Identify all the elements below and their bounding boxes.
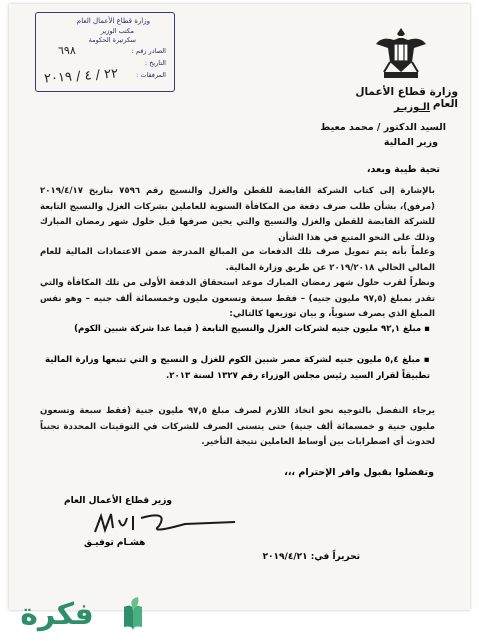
book-leaf-logo-icon: [118, 597, 148, 633]
stamp-outgoing-label: الصادر رقم :: [131, 47, 166, 55]
paragraph-funding: وعلماً بأنه يتم تمويل صرف تلك الدفعات من المبالغ المدرجة ضمن الاعتمادات المالية للعام المالي الحالي ٢٠١٩/٢٠١٨ عن طريق وزارة المالية.: [40, 247, 435, 273]
stamp-office: مكتب الوزير: [100, 27, 134, 35]
brand-text: فكرة: [20, 597, 94, 632]
stamp-handwritten-number: ٦٩٨: [58, 44, 76, 57]
greeting: تحية طيبة وبعد،: [366, 164, 440, 175]
minister-title: الـوزيـر: [393, 102, 430, 113]
signatory-name: هشـام توفيـق: [84, 538, 146, 548]
paragraph-request: يرجاء التفضل بالتوجيه نحو اتخاذ اللازم لصرف مبلغ ٩٧,٥ مليون جنية (فقط سبعة وتسعون مليون جنية و خمسمائة ألف جنية) حتى يتسنى الصرف للشركات في التوقيتات المحددة تجنباً لحدوث أي اضطرابات بين أوساط العاملين نتيجة التأخير.: [40, 406, 435, 447]
date-written: تحريراً في: ٢٠١٩/٤/٢١: [262, 552, 360, 562]
addressee-title: وزير المالية: [383, 137, 438, 148]
stamp-unit: سكرتيرة الحكومة: [88, 36, 136, 44]
addressee-name: السيد الدكتور / محمد معيط: [320, 122, 446, 133]
letter-page: [9, 4, 470, 610]
eagle-emblem-icon: [372, 22, 430, 84]
paragraph-amount: ونظراً لقرب حلول شهر رمضان المبارك موعد استحقاق الدفعة الأولى من تلك المكافأة والتي تقدر بمبلغ (٩٧,٥ مليون جنيه) – فقط سبعة وتسعون مليون وخمسمائة ألف جنيه – وهو نفس المبلغ الذي يصرف سنوياً، و بيان توزيعها كالتالي:: [40, 278, 436, 319]
stamp-handwritten-date: ٢٢ / ٤ / ٢٠١٩: [43, 66, 119, 87]
closing-line: وتفضلوا بقبول وافر الإحترام ،،،: [284, 467, 434, 478]
bullet-first: ▪ مبلغ ٩٢,١ مليون جنيه لشركات الغزل والنسيج التابعة ( فيما عدا شركة شبين الكوم): [74, 324, 430, 334]
stamp-attachments-label: المرفقات :: [136, 71, 166, 79]
brand-watermark: [2, 595, 152, 635]
stamp-org: وزارة قطاع الأعمال العام: [76, 17, 150, 25]
paragraph-reference: بالإشارة إلى كتاب الشركة القابضة للقطن والغزل والنسيج رقم ٧٥٩٦ بتاريخ ٢٠١٩/٤/١٧ (مرفق)، بشأن طلب صرف دفعة من المكافأة السنوية للعاملين بشركات الغزل والنسيج التابعة للشركة القابضة للقطن والغزل والنسيج والتي يحين صرفها قبل حلول شهر رمضان المبارك وذلك على النحو المتبع في هذا الشأن: [40, 186, 435, 243]
incoming-stamp: [35, 12, 175, 92]
bullet-second: ▪ مبلغ ٥,٤ مليون جنيه لشركة مصر شبين الكوم للغزل و النسيج و التي تتبعها وزارة المالية تطبيقاً لقرار السيد رئيس مجلس الوزراء رقم ١٣٢٧ لسنة ٢٠١٣.: [45, 355, 431, 381]
stamp-date-label: التاريخ :: [144, 59, 166, 67]
signatory-title: وزير قطاع الأعمال العام: [64, 496, 173, 506]
ministry-name: وزارة قطاع الأعمال العام: [355, 86, 458, 110]
handwritten-signature-icon: [89, 508, 239, 538]
